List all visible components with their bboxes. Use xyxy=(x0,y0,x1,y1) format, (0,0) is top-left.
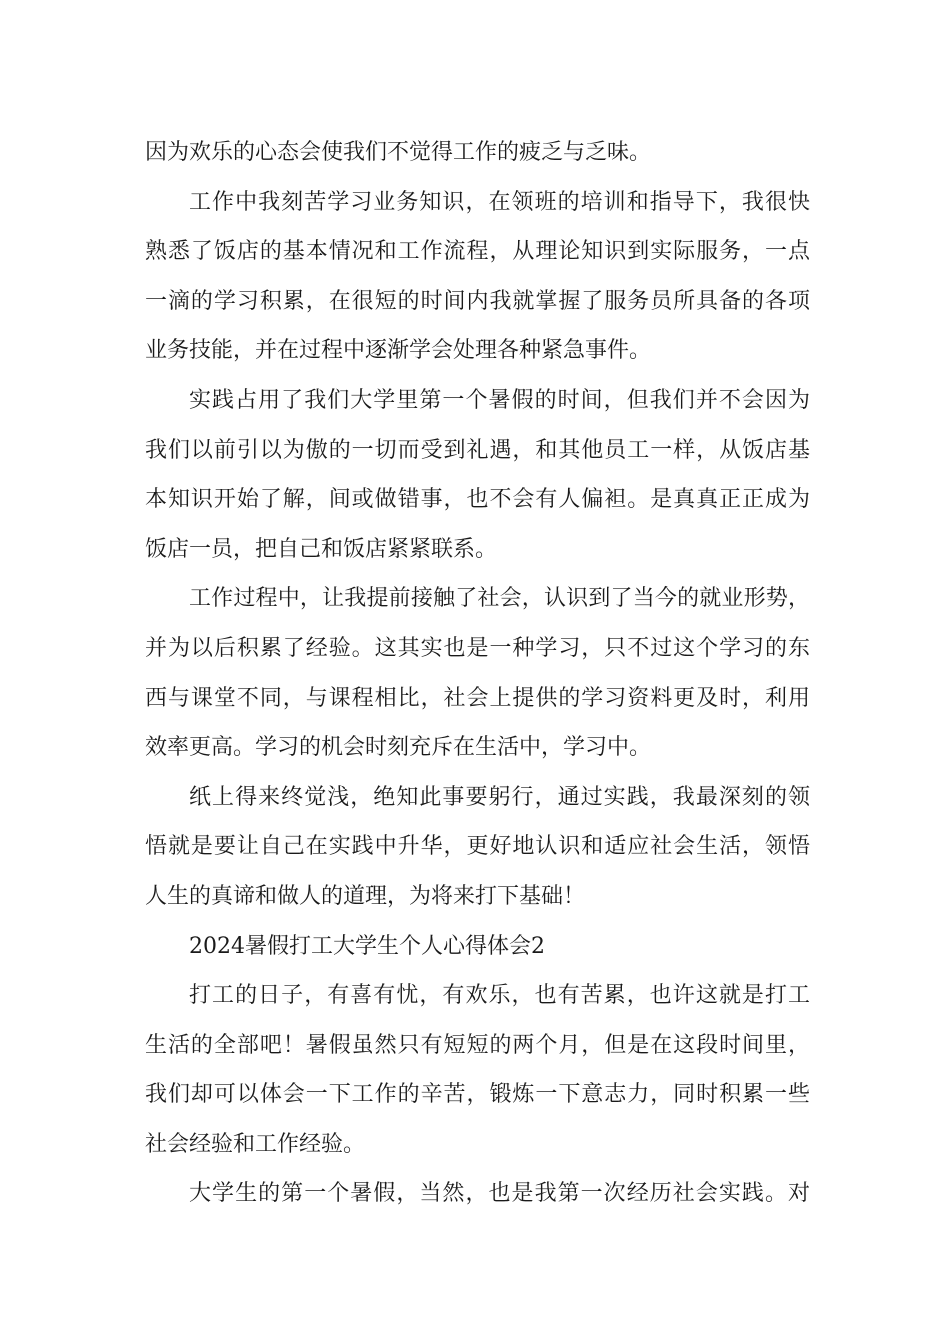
text-line: 生活的全部吧！暑假虽然只有短短的两个月，但是在这段时间里， xyxy=(145,1032,810,1058)
text-line: 西与课堂不同，与课程相比，社会上提供的学习资料更及时，利用 xyxy=(145,685,810,711)
paragraph-3 xyxy=(145,376,810,574)
text-line: 实践占用了我们大学里第一个暑假的时间，但我们并不会因为 xyxy=(189,387,810,413)
text-line: 因为欢乐的心态会使我们不觉得工作的疲乏与乏味。 xyxy=(145,140,652,165)
document-body xyxy=(145,128,810,1219)
text-line: 我们以前引以为傲的一切而受到礼遇，和其他员工一样，从饭店基 xyxy=(145,437,810,463)
text-line: 人生的真谛和做人的道理，为将来打下基础！ xyxy=(145,883,586,909)
text-line: 工作中我刻苦学习业务知识，在领班的培训和指导下，我很快 xyxy=(189,189,810,215)
paragraph-1 xyxy=(145,128,810,178)
heading-line: 2024暑假打工大学生个人心得体会2 xyxy=(189,933,545,959)
text-line: 熟悉了饭店的基本情况和工作流程，从理论知识到实际服务，一点 xyxy=(145,239,810,265)
paragraph-4 xyxy=(145,574,810,772)
text-line: 本知识开始了解，间或做错事，也不会有人偏袒。是真真正正成为 xyxy=(145,487,810,513)
text-line: 打工的日子，有喜有忧，有欢乐，也有苦累，也许这就是打工 xyxy=(189,983,810,1009)
text-line: 并为以后积累了经验。这其实也是一种学习，只不过这个学习的东 xyxy=(145,635,810,661)
text-line: 我们却可以体会一下工作的辛苦，锻炼一下意志力，同时积累一些 xyxy=(145,1082,810,1108)
paragraph-7 xyxy=(145,1169,810,1219)
text-line: 饭店一员，把自己和饭店紧紧联系。 xyxy=(145,536,498,562)
paragraph-6 xyxy=(145,971,810,1169)
text-line: 工作过程中，让我提前接触了社会，认识到了当今的就业形势， xyxy=(189,586,810,612)
text-line: 纸上得来终觉浅，绝知此事要躬行，通过实践，我最深刻的领 xyxy=(189,784,810,810)
text-line: 业务技能，并在过程中逐渐学会处理各种紧急事件。 xyxy=(145,338,652,364)
text-line: 社会经验和工作经验。 xyxy=(145,1131,366,1157)
text-line: 一滴的学习积累，在很短的时间内我就掌握了服务员所具备的各项 xyxy=(145,288,810,314)
section-heading xyxy=(145,922,810,972)
text-line: 悟就是要让自己在实践中升华，更好地认识和适应社会生活，领悟 xyxy=(145,834,810,860)
paragraph-5 xyxy=(145,773,810,922)
text-line: 大学生的第一个暑假，当然，也是我第一次经历社会实践。对 xyxy=(189,1181,810,1207)
paragraph-2 xyxy=(145,178,810,376)
text-line: 效率更高。学习的机会时刻充斥在生活中，学习中。 xyxy=(145,735,652,761)
